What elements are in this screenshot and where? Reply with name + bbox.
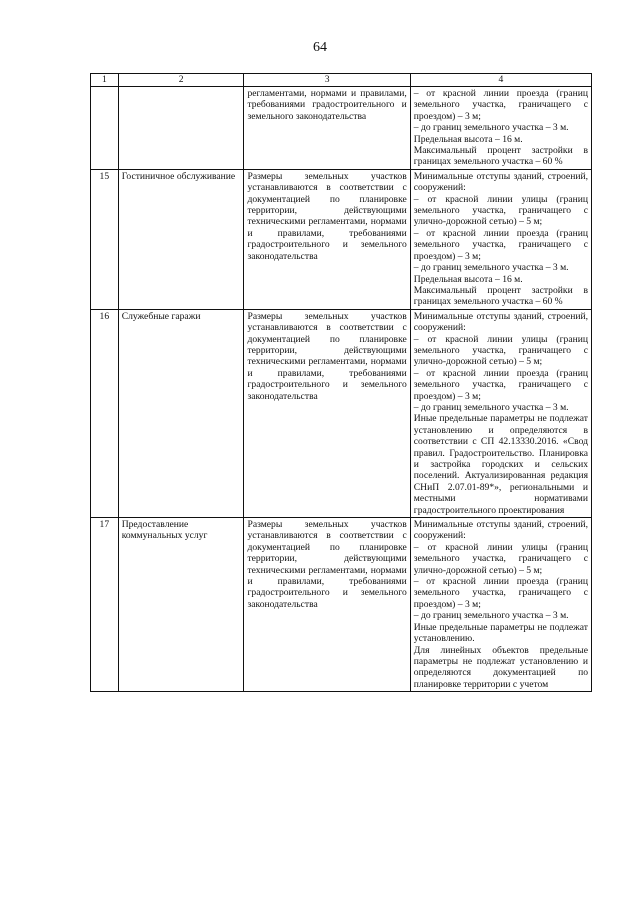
parameter-line: Предельная высота – 16 м. [413,273,523,285]
construction-parameters [410,309,591,517]
use-type-name [118,87,244,170]
parameter-line: Минимальные отступы зданий, строений, сооружений: [413,519,588,542]
row-number: 15 [91,169,119,309]
plot-size-requirements: Размеры земельных участков устанавливаются в соответствии с документацией по планировке территории, действующими техническими регламентами, нормами и правилами, требованиями градостроительного и земельного законодательства [244,169,410,309]
parameter-line: – до границ земельного участка – 3 м. [413,122,569,134]
plot-size-requirements: Размеры земельных участков устанавливаются в соответствии с документацией по планировке территории, действующими техническими регламентами, нормами и правилами, требованиями градостроительного и земельного законодательства [244,309,410,517]
parameter-line: – от красной линии проезда (границ земельного участка, граничащего с проездом) – 3 м; [413,367,588,402]
plot-size-requirements: регламентами, нормами и правилами, требованиями градостроительного и земельного законодательства [244,87,410,170]
regulations-table [90,73,592,692]
parameter-line: – от красной линии проезда (границ земельного участка, граничащего с проездом) – 3 м; [413,227,588,262]
parameter-line: – от красной линии улицы (границ земельного участка, граничащего с улично-дорожной сетью) – 5 м; [413,333,588,368]
parameter-line: Максимальный процент застройки в границах земельного участка – 60 % [413,284,588,308]
table-row [91,169,592,309]
parameter-line: – от красной линии проезда (границ земельного участка, граничащего с проездом) – 3 м; [413,88,588,122]
use-type-name: Служебные гаражи [118,309,244,517]
column-header-1: 1 [91,74,119,87]
row-number: 16 [91,309,119,517]
parameter-line: – от красной линии улицы (границ земельного участка, граничащего с улично-дорожной сетью) – 5 м; [413,541,588,576]
parameter-line: Максимальный процент застройки в границах земельного участка – 60 % [413,145,588,168]
parameter-line: – от красной линии проезда (границ земельного участка, граничащего с проездом) – 3 м; [413,576,588,610]
parameter-line: Иные предельные параметры не подлежат установлению и определяются в соответствии с СП 42.13330.2016. «Свод правил. Градостроительство. Планировка и застройка городских и сельских поселений. Актуализированная редакция СНиП 2.07.01-89*», региональными и местными нормативами градостроительного проектирования [413,413,588,516]
parameter-line: – от красной линии улицы (границ земельного участка, граничащего с улично-дорожной сетью) – 5 м; [413,193,588,228]
construction-parameters [410,518,591,692]
table-row [91,518,592,692]
parameter-line: – до границ земельного участка – 3 м. [413,262,569,274]
parameter-line: Минимальные отступы зданий, строений, сооружений: [413,310,588,334]
parameter-line: – до границ земельного участка – 3 м. [413,610,569,622]
parameter-line: – до границ земельного участка – 3 м. [413,401,569,413]
column-header-4: 4 [410,74,591,87]
parameter-line: Иные предельные параметры не подлежат установлению. [413,621,588,645]
construction-parameters [410,87,591,170]
plot-size-requirements: Размеры земельных участков устанавливаются в соответствии с документацией по планировке территории, действующими техническими регламентами, нормами и правилами, требованиями градостроительного и земельного законодательства [244,518,410,692]
table-row [91,87,592,170]
table-row [91,309,592,517]
row-number [91,87,119,170]
parameter-line: Для линейных объектов предельные параметры не подлежат установлению и определяются документацией по планировке территории с учетом [413,644,588,690]
column-header-3: 3 [244,74,410,87]
parameter-line: Минимальные отступы зданий, строений, сооружений: [413,170,588,194]
use-type-name: Гостиничное обслуживание [118,169,244,309]
page-number: 64 [313,40,327,55]
use-type-name: Предоставление коммунальных услуг [118,518,244,692]
table-header-row [91,74,592,87]
column-header-2: 2 [118,74,244,87]
parameter-line: Предельная высота – 16 м. [413,133,523,145]
construction-parameters [410,169,591,309]
row-number: 17 [91,518,119,692]
